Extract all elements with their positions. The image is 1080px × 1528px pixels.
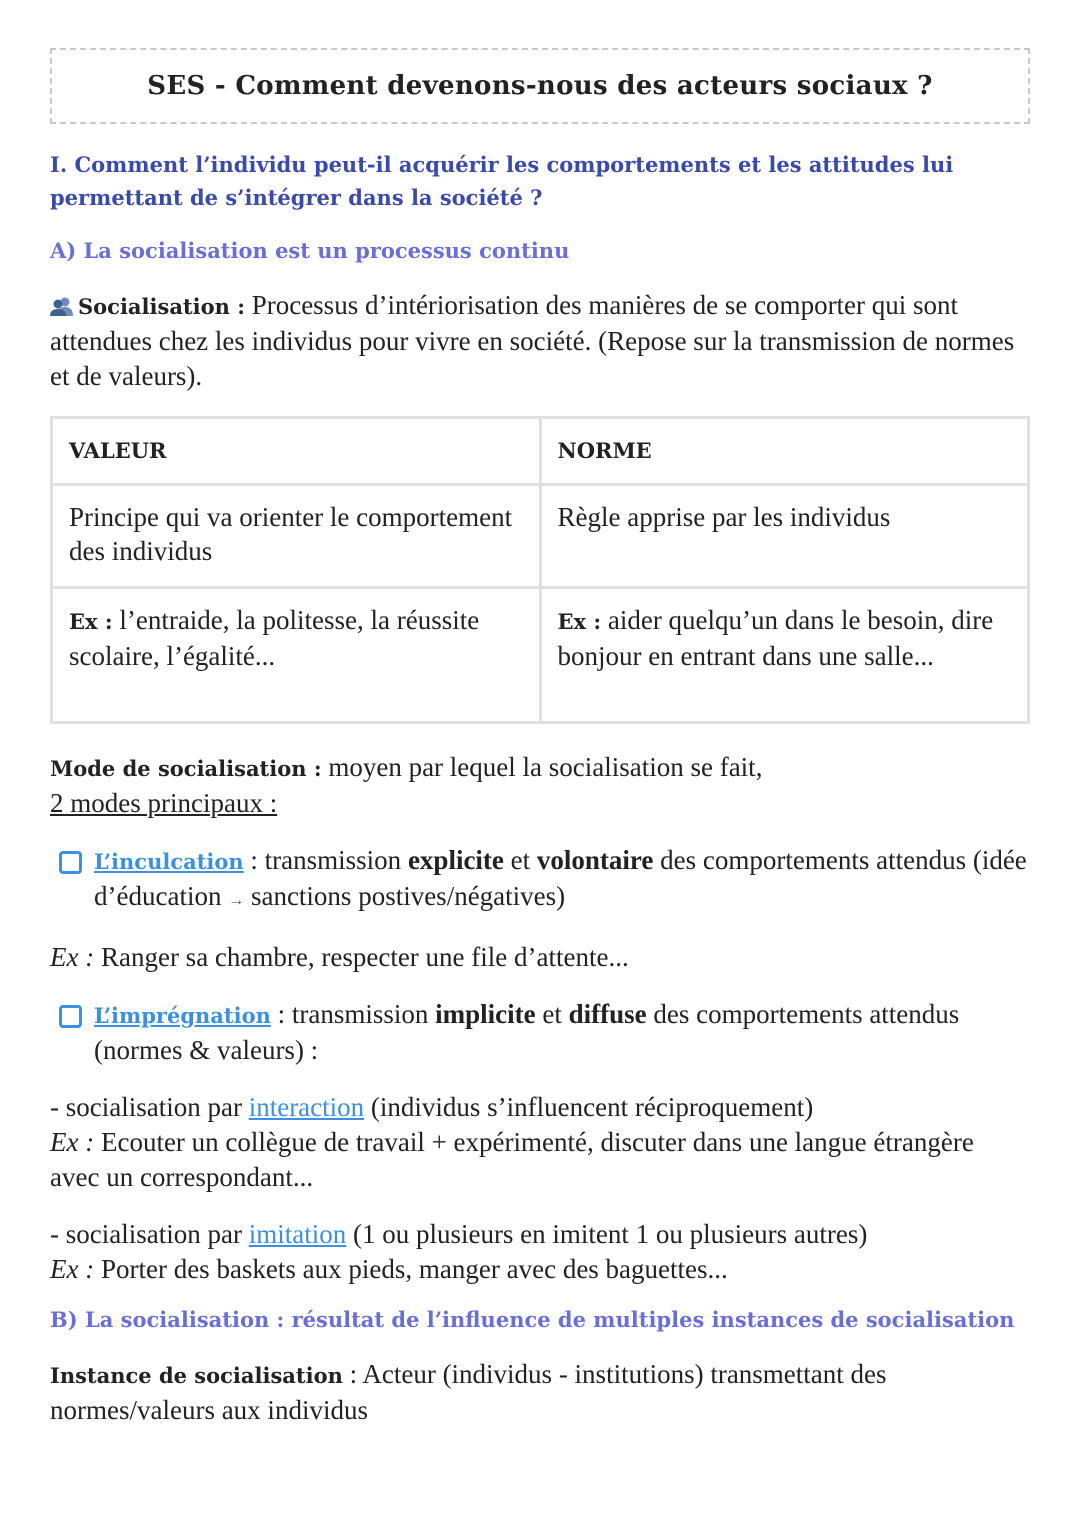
imitation-link[interactable]: imitation bbox=[248, 1219, 347, 1249]
inculcation-sep: : transmission bbox=[243, 845, 408, 875]
interaction-suffix: (individus s’influencent réciproquement) bbox=[364, 1092, 814, 1122]
ex-label: Ex : bbox=[50, 1127, 95, 1157]
table-cell-norme-ex bbox=[540, 588, 1029, 723]
socialisation-term: Socialisation : bbox=[78, 294, 245, 319]
impregnation-item bbox=[50, 997, 1030, 1068]
table-cell-valeur-ex bbox=[52, 588, 541, 723]
interaction-ex-text: Ecouter un collègue de travail + expérimenté, discuter dans une langue étrangère avec un correspondant... bbox=[50, 1127, 974, 1192]
ex-label: Ex : bbox=[557, 609, 602, 634]
impregnation-diffuse: diffuse bbox=[568, 999, 647, 1029]
valeur-norme-table bbox=[50, 416, 1030, 724]
impregnation-link[interactable]: L’imprégnation bbox=[94, 1003, 271, 1028]
inculcation-explicite: explicite bbox=[407, 845, 504, 875]
checkbox-icon[interactable] bbox=[59, 851, 82, 874]
inculcation-example bbox=[50, 940, 1030, 975]
impregnation-sep: : transmission bbox=[270, 999, 436, 1029]
socialisation-text: Processus d’intériorisation des manières de se comporter qui sont attendues chez les individus pour vivre en société. (Repose sur la transmission de normes et de valeurs). bbox=[50, 290, 1015, 391]
interaction-link[interactable]: interaction bbox=[248, 1092, 365, 1122]
section-1-heading: I. Comment l’individu peut-il acquérir les comportements et les attitudes lui permettant de s’intégrer dans la société ? bbox=[50, 152, 954, 210]
inculcation-and: et bbox=[503, 845, 537, 875]
impregnation-implicite: implicite bbox=[435, 999, 536, 1029]
title-box bbox=[50, 48, 1030, 124]
inculcation-rest2: sanctions postives/négatives) bbox=[244, 881, 566, 911]
section-a-heading: A) La socialisation est un processus continu bbox=[50, 238, 570, 263]
page bbox=[50, 48, 1030, 1428]
mode-text: moyen par lequel la socialisation se fait, bbox=[328, 752, 763, 782]
norme-ex-text: aider quelqu’un dans le besoin, dire bonjour en entrant dans une salle... bbox=[557, 605, 994, 671]
inculcation-link[interactable]: L’inculcation bbox=[94, 849, 244, 874]
page-title: SES - Comment devenons-nous des acteurs sociaux ? bbox=[147, 71, 933, 101]
mode-definition bbox=[50, 750, 1030, 821]
instance-text: : Acteur (individus - institutions) transmettant des normes/valeurs aux individus bbox=[50, 1359, 887, 1425]
instance-definition bbox=[50, 1357, 1030, 1428]
imitation-ex-text: Porter des baskets aux pieds, manger avec des baguettes... bbox=[94, 1254, 728, 1284]
impregnation-and: et bbox=[535, 999, 569, 1029]
imitation-block bbox=[50, 1217, 1030, 1287]
inculcation-item bbox=[50, 843, 1030, 918]
table-header-valeur: VALEUR bbox=[52, 418, 541, 485]
inculcation-rest: des comportements attendus (idée d’éducation bbox=[94, 845, 1027, 911]
interaction-prefix: - socialisation par bbox=[50, 1092, 249, 1122]
arrow-right-icon: → bbox=[228, 892, 245, 909]
table-header-norme: NORME bbox=[540, 418, 1029, 485]
socialisation-definition bbox=[50, 288, 1030, 394]
imitation-suffix: (1 ou plusieurs en imitent 1 ou plusieurs autres) bbox=[346, 1219, 868, 1249]
impregnation-rest: des comportements attendus (normes & valeurs) : bbox=[94, 999, 960, 1065]
people-icon bbox=[50, 290, 74, 310]
imitation-prefix: - socialisation par bbox=[50, 1219, 249, 1249]
ex-label: Ex : bbox=[50, 942, 95, 972]
table-cell-norme-def: Règle apprise par les individus bbox=[540, 485, 1029, 588]
checkbox-icon[interactable] bbox=[59, 1005, 82, 1028]
inculcation-ex-text: Ranger sa chambre, respecter une file d’attente... bbox=[94, 942, 629, 972]
mode-subtitle: 2 modes principaux : bbox=[50, 788, 278, 818]
ex-label: Ex : bbox=[50, 1254, 95, 1284]
inculcation-volontaire: volontaire bbox=[536, 845, 654, 875]
section-b-heading: B) La socialisation : résultat de l’influence de multiples instances de socialisation bbox=[50, 1307, 1015, 1332]
interaction-block bbox=[50, 1090, 1030, 1195]
ex-label: Ex : bbox=[69, 609, 113, 634]
table-cell-valeur-def: Principe qui va orienter le comportement des individus bbox=[52, 485, 541, 588]
valeur-ex-text: l’entraide, la politesse, la réussite scolaire, l’égalité... bbox=[69, 605, 480, 671]
mode-term: Mode de socialisation : bbox=[50, 756, 322, 781]
instance-term: Instance de socialisation bbox=[50, 1363, 343, 1388]
